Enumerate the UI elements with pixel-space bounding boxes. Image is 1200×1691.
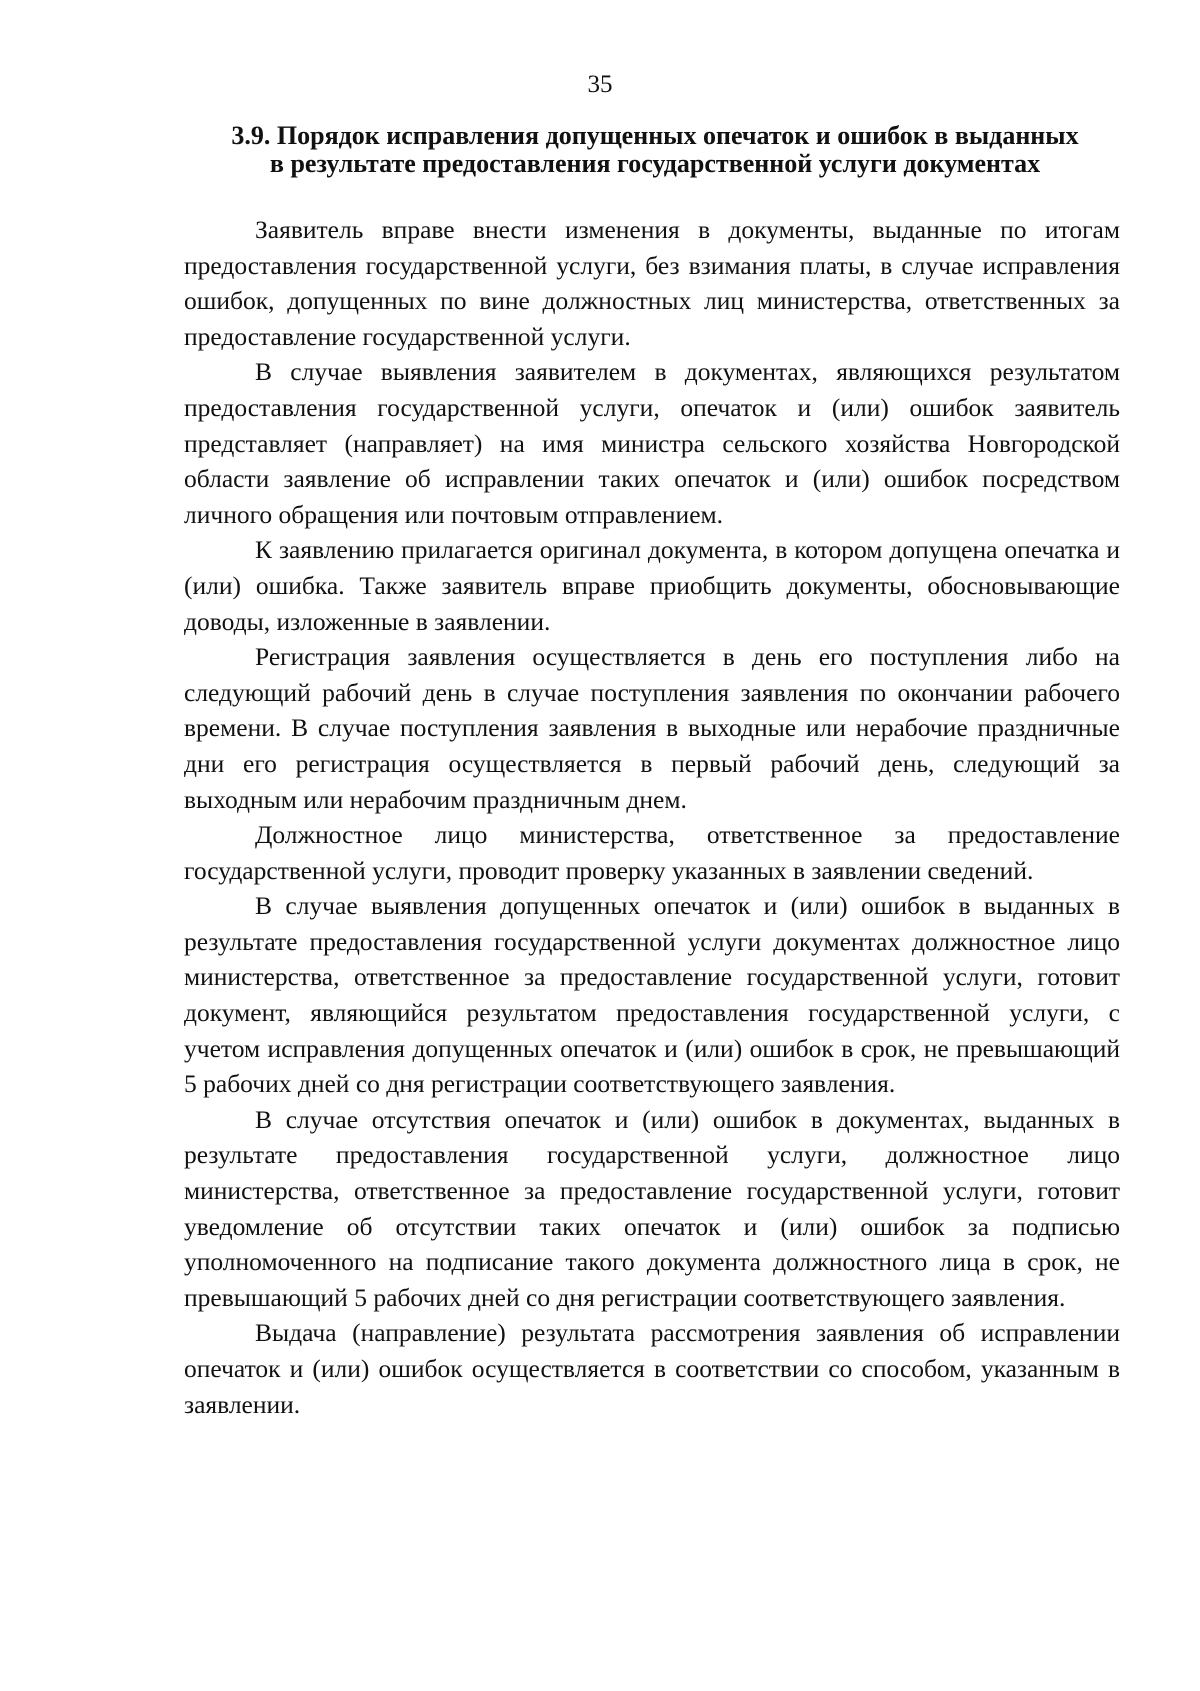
- paragraph-8: Выдача (направление) результата рассмотрения заявления об исправлении опечаток и (или) ошибок осуществляется в соответствии со способом, указанным в заявлении.: [184, 1318, 1120, 1419]
- section-title-line-1: 3.9. Порядок исправления допущенных опечаток и ошибок в выданных: [231, 121, 1079, 150]
- paragraph-6: В случае выявления допущенных опечаток и (или) ошибок в выданных в результате предоставления государственной услуги документах должностное лицо министерства, ответственное за предоставление государственной услуги, готовит документ, являющийся результатом предоставления государственной услуги, с учетом исправления допущенных опечаток и (или) ошибок в срок, не превышающий 5 рабочих дней со дня регистрации соответствующего заявления.: [184, 891, 1120, 1099]
- paragraph-3: К заявлению прилагается оригинал документа, в котором допущена опечатка и (или) ошибка. Также заявитель вправе приобщить документы, обосновывающие доводы, изложенные в заявлении.: [184, 535, 1120, 636]
- paragraph-1: Заявитель вправе внести изменения в документы, выданные по итогам предоставления государственной услуги, без взимания платы, в случае исправления ошибок, допущенных по вине должностных лиц министерства, ответственных за предоставление государственной услуги.: [184, 215, 1120, 351]
- paragraph-5: Должностное лицо министерства, ответственное за предоставление государственной услуги, проводит проверку указанных в заявлении сведений.: [184, 820, 1120, 885]
- section-title: [175, 122, 1135, 178]
- page-number: 35: [587, 71, 613, 98]
- paragraph-7: В случае отсутствия опечаток и (или) ошибок в документах, выданных в результате предоставления государственной услуги, должностное лицо министерства, ответственное за предоставление государственной услуги, готовит уведомление об отсутствии таких опечаток и (или) ошибок за подписью уполномоченного на подписание такого документа должностного лица в срок, не превышающий 5 рабочих дней со дня регистрации соответствующего заявления.: [184, 1104, 1120, 1312]
- body-text: [184, 212, 1120, 1422]
- paragraph-2: В случае выявления заявителем в документах, являющихся результатом предоставления государственной услуги, опечаток и (или) ошибок заявитель представляет (направляет) на имя министра сельского хозяйства Новгородской области заявление об исправлении таких опечаток и (или) ошибок посредством личного обращения или почтовым отправлением.: [184, 357, 1120, 529]
- section-title-line-2: в результате предоставления государственной услуги документах: [269, 149, 1041, 178]
- paragraph-4: Регистрация заявления осуществляется в день его поступления либо на следующий рабочий день в случае поступления заявления по окончании рабочего времени. В случае поступления заявления в выходные или нерабочие праздничные дни его регистрация осуществляется в первый рабочий день, следующий за выходным или нерабочим праздничным днем.: [184, 642, 1120, 814]
